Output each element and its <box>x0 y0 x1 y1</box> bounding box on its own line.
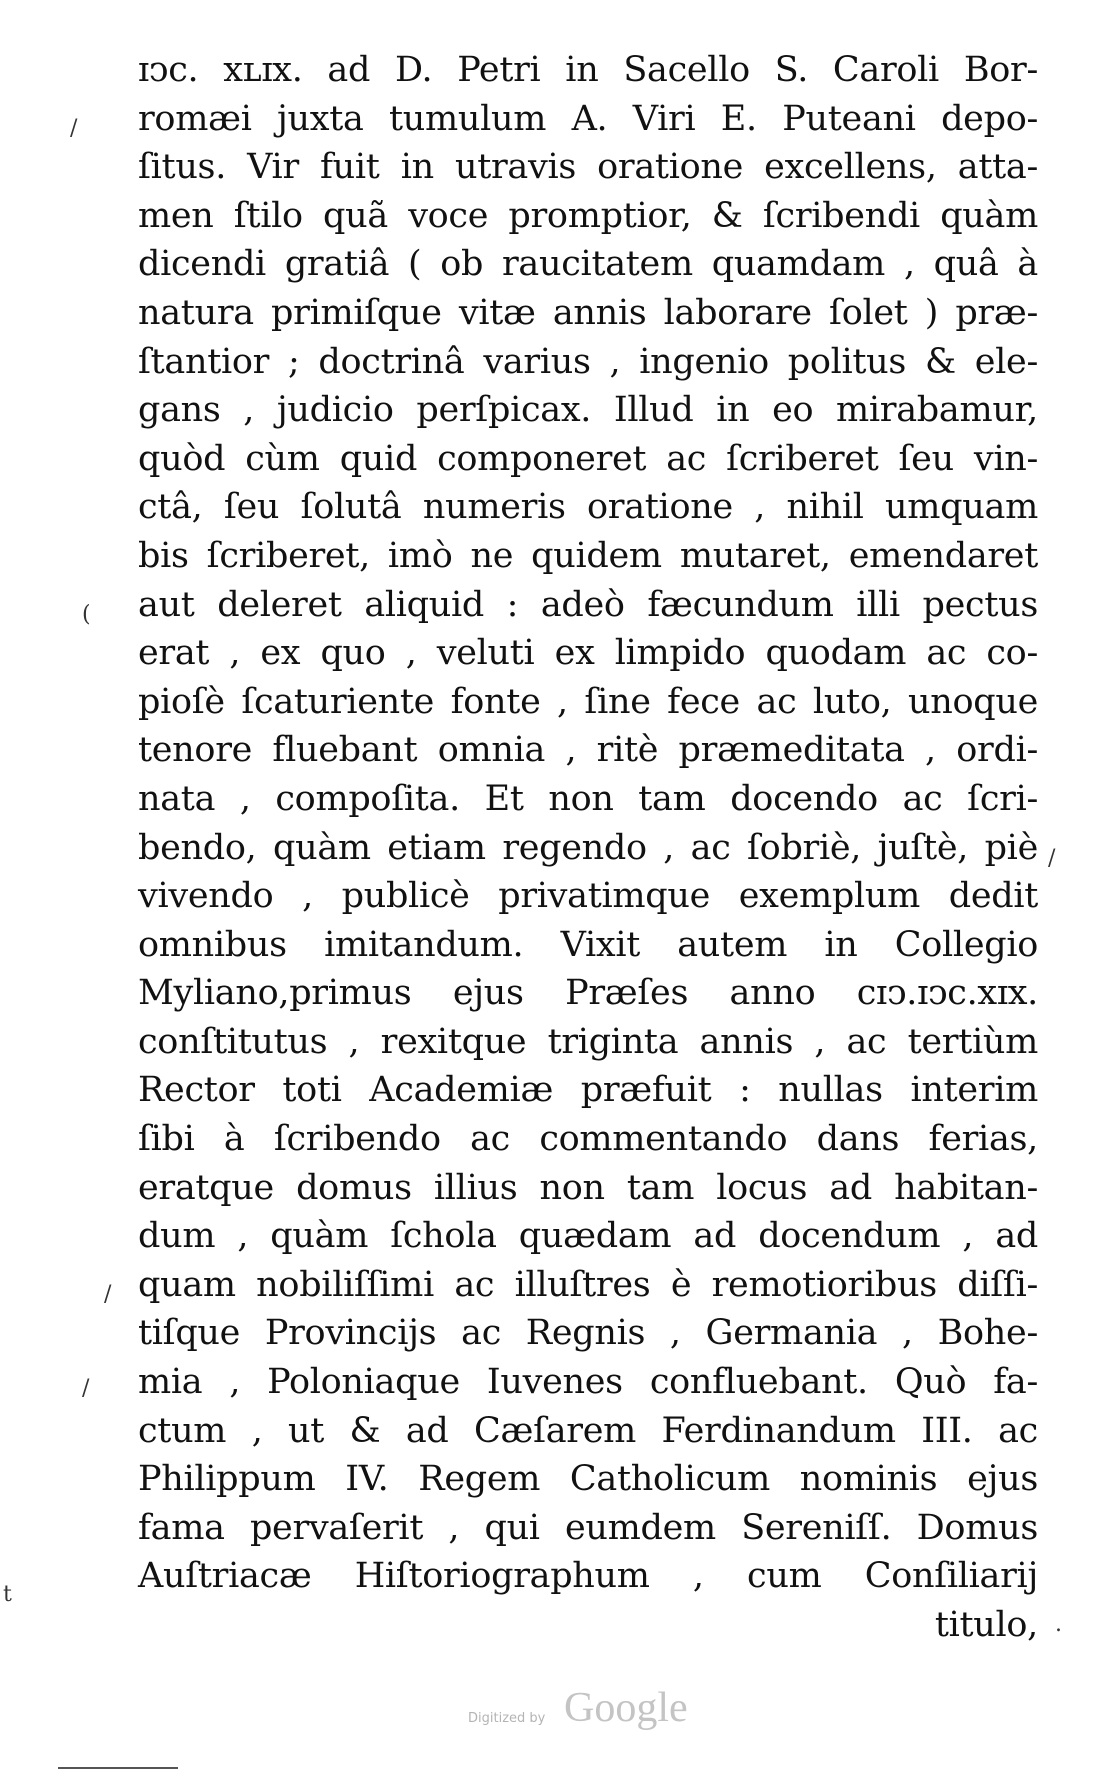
page-edge-rule <box>58 1767 178 1769</box>
text-line: eratque domus illius non tam locus ad habitan- <box>138 1167 1038 1208</box>
text-line: Myliano,primus ejus Præſes anno cɪↄ.ɪↄc.xɪx. <box>138 973 1038 1014</box>
body-text <box>138 46 1038 1650</box>
text-line: dum , quàm ſchola quædam ad docendum , ad <box>138 1216 1038 1257</box>
text-line: ſibi à ſcribendo ac commentando dans ferias, <box>138 1119 1038 1160</box>
text-line: conſtitutus , rexitque triginta annis , ac tertiùm <box>138 1021 1038 1062</box>
text-line: mia , Poloniaque Iuvenes confluebant. Quò fa- <box>138 1362 1038 1403</box>
text-line: aut deleret aliquid : adeò fæcundum illi pectus <box>138 584 1038 625</box>
text-line: dicendi gratiâ ( ob raucitatem quamdam , quâ à <box>138 244 1038 285</box>
text-line: Philippum IV. Regem Catholicum nominis ejus <box>138 1459 1038 1500</box>
text-line: quòd cùm quid componeret ac ſcriberet ſeu vin- <box>138 438 1038 479</box>
google-logo: Google <box>564 1685 688 1731</box>
text-line: men ſtilo quã voce promptior, & ſcribendi quàm <box>138 195 1038 236</box>
text-line: Rector toti Academiæ præfuit : nullas interim <box>138 1070 1038 1111</box>
margin-mark: / <box>82 1376 90 1401</box>
text-line: tenore fluebant omnia , ritè præmeditata , ordi- <box>138 730 1038 771</box>
text-line: natura primiſque vitæ annis laborare ſolet ) præ- <box>138 292 1038 333</box>
text-line: bendo, quàm etiam regendo , ac ſobriè, juſtè, piè <box>138 827 1038 868</box>
margin-mark: / <box>104 1282 112 1307</box>
text-line: ctum , ut & ad Cæſarem Ferdinandum III. ac <box>138 1410 1038 1451</box>
text-line: ctâ, ſeu ſolutâ numeris oratione , nihil umquam <box>138 487 1038 528</box>
margin-mark: / <box>70 116 78 141</box>
text-line: Auſtriacæ Hiſtoriographum , cum Conſiliarij <box>138 1556 1038 1597</box>
text-line: quam nobiliſſimi ac illuſtres è remotioribus diſſi- <box>138 1264 1038 1305</box>
text-line: fama pervaſerit , qui eumdem Sereniſſ. Domus <box>138 1507 1038 1548</box>
text-line: ɪↄc. xʟɪx. ad D. Petri in Sacello S. Caroli Bor- <box>138 50 1038 90</box>
text-line: vivendo , publicè privatimque exemplum dedit <box>138 876 1038 917</box>
text-line: omnibus imitandum. Vixit autem in Collegio <box>138 924 1038 965</box>
margin-mark: t <box>3 1582 12 1607</box>
text-line: bis ſcriberet, imò ne quidem mutaret, emendaret <box>138 535 1038 576</box>
text-line: tiſque Provincijs ac Regnis , Germania , Bohe- <box>138 1313 1038 1354</box>
margin-mark: . <box>1055 1612 1062 1637</box>
text-line: nata , compoſita. Et non tam docendo ac ſcri- <box>138 778 1038 819</box>
text-line-last: titulo, <box>934 1605 1038 1645</box>
margin-mark: ( <box>82 602 91 627</box>
text-line: gans , judicio perſpicax. Illud in eo mirabamur, <box>138 390 1038 431</box>
margin-mark: / <box>1048 846 1056 871</box>
digitized-by-label: Digitized by <box>468 1711 546 1726</box>
text-line: pioſè ſcaturiente fonte , ſine fece ac luto, unoque <box>138 681 1038 722</box>
text-line: erat , ex quo , veluti ex limpido quodam ac co- <box>138 633 1038 674</box>
text-line: ſtantior ; doctrinâ varius , ingenio politus & ele- <box>138 341 1038 382</box>
digitized-by-google-watermark <box>468 1684 698 1738</box>
text-line: romæi juxta tumulum A. Viri E. Puteani depo- <box>138 98 1038 139</box>
text-line: ſitus. Vir fuit in utravis oratione excellens, atta- <box>138 147 1038 188</box>
